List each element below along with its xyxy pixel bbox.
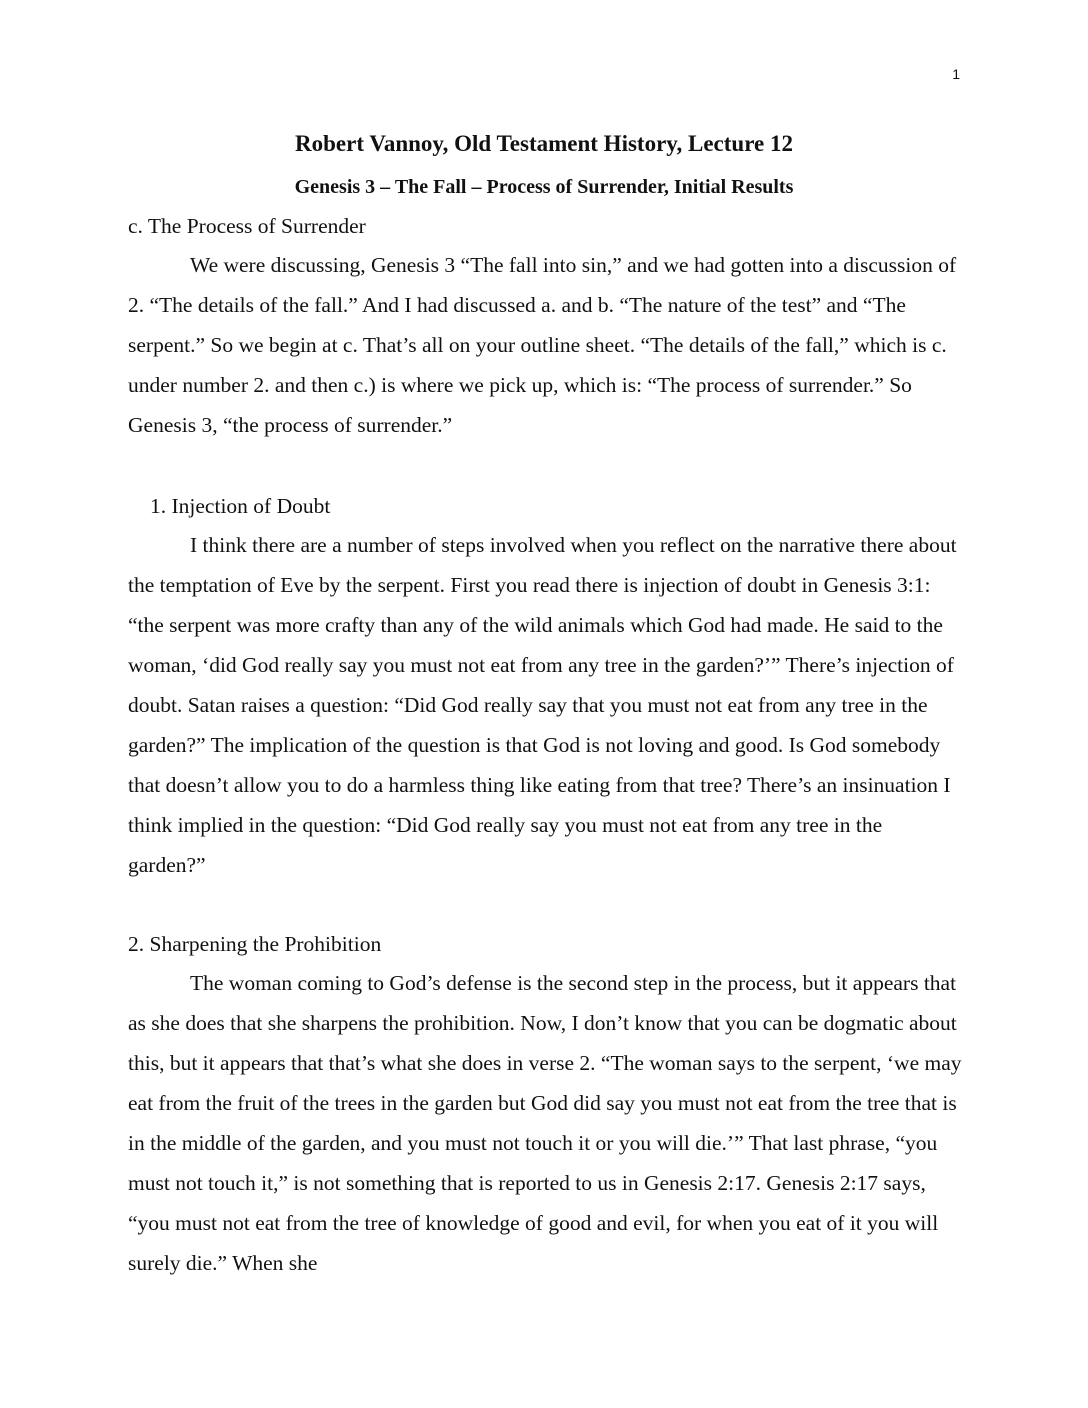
lecture-subtitle: Genesis 3 – The Fall – Process of Surrender, Initial Results <box>294 176 794 198</box>
section-heading-sharpening-the-prohibition: 2. Sharpening the Prohibition <box>128 932 382 956</box>
section-body-process-of-surrender <box>128 245 964 445</box>
paragraph: The woman coming to God’s defense is the second step in the process, but it appears that as she does that she sharpens the prohibition. Now, I don’t know that you can be dogmatic about this, but it appears that that’s what she does in verse 2. “The woman says to the serpent, ‘we may eat from the fruit of the trees in the garden but God did say you must not eat from the tree that is in the middle of the garden, and you must not touch it or you will die.’” That last phrase, “you must not touch it,” is not something that is reported to us in Genesis 2:17. Genesis 2:17 says, “you must not eat from the tree of knowledge of good and evil, for when you eat of it you will surely die.” When she <box>128 971 962 1275</box>
section-heading-process-of-surrender: c. The Process of Surrender <box>128 214 366 238</box>
lecture-title: Robert Vannoy, Old Testament History, Lecture 12 <box>295 131 793 156</box>
section-body-injection-of-doubt <box>128 525 964 885</box>
section-body-sharpening-the-prohibition <box>128 963 964 1283</box>
section-heading-injection-of-doubt: 1. Injection of Doubt <box>150 494 331 518</box>
page-number: 1 <box>952 66 960 82</box>
paragraph: We were discussing, Genesis 3 “The fall into sin,” and we had gotten into a discussion of 2. “The details of the fall.” And I had discussed a. and b. “The nature of the test” and “The serpent.” So we begin at c. That’s all on your outline sheet. “The details of the fall,” which is c. under number 2. and then c.) is where we pick up, which is: “The process of surrender.” So Genesis 3, “the process of surrender.” <box>128 253 957 437</box>
paragraph: I think there are a number of steps involved when you reflect on the narrative there about the temptation of Eve by the serpent. First you read there is injection of doubt in Genesis 3:1: “the serpent was more crafty than any of the wild animals which God had made. He said to the woman, ‘did God really say you must not eat from any tree in the garden?’” There’s injection of doubt. Satan raises a question: “Did God really say that you must not eat from any tree in the garden?” The implication of the question is that God is not loving and good. Is God somebody that doesn’t allow you to do a harmless thing like eating from that tree? There’s an insinuation I think implied in the question: “Did God really say you must not eat from any tree in the garden?” <box>128 533 957 877</box>
